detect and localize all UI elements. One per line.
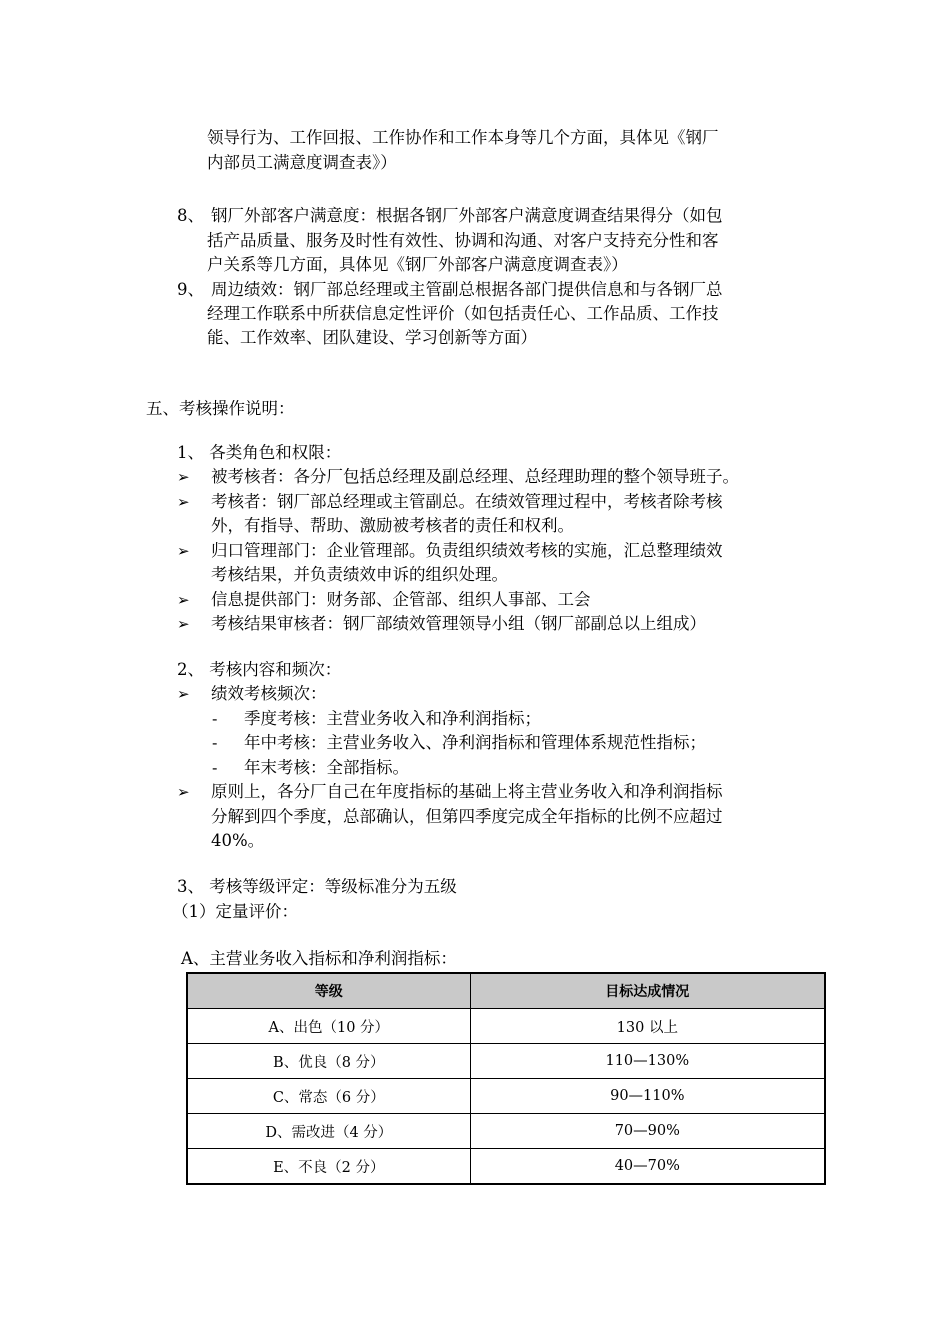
grade-cell: D、需改进（4 分）: [187, 1114, 470, 1149]
subsection-heading: 2、 考核内容和频次：: [177, 660, 342, 679]
section-heading: 五、考核操作说明：: [146, 399, 295, 418]
intro-line: 领导行为、工作回报、工作协作和工作本身等几个方面，具体见《钢厂: [207, 128, 719, 147]
item-text: 户关系等几方面，具体见《钢厂外部客户满意度调查表》）: [207, 255, 628, 274]
bullet-text: 原则上，各分厂自己在年度指标的基础上将主营业务收入和净利润指标: [211, 782, 723, 801]
grade-table: [186, 972, 826, 1185]
dash-marker: -: [212, 733, 218, 752]
table-row: [187, 1149, 825, 1185]
bullet-text: 被考核者：各分厂包括总经理及副总经理、总经理助理的整个领导班子。: [211, 467, 739, 486]
bullet-text: 40%。: [211, 831, 265, 850]
dash-marker: -: [212, 709, 218, 728]
subsection-heading: 1、 各类角色和权限：: [177, 443, 342, 462]
subsection-heading: 3、 考核等级评定：等级标准分为五级: [177, 877, 457, 896]
achievement-cell: 40—70%: [470, 1149, 825, 1185]
bullet-arrow-icon: ➢: [177, 783, 190, 801]
table-header-row: [187, 973, 825, 1009]
bullet-text: 归口管理部门：企业管理部。负责组织绩效考核的实施，汇总整理绩效: [211, 541, 723, 560]
table-row: [187, 1079, 825, 1114]
achievement-cell: 90—110%: [470, 1079, 825, 1114]
bullet-arrow-icon: ➢: [177, 615, 190, 633]
subsection-subheading: （1）定量评价：: [172, 902, 298, 921]
achievement-cell: 70—90%: [470, 1114, 825, 1149]
item-text: 钢厂外部客户满意度：根据各钢厂外部客户满意度调查结果得分（如包: [211, 206, 723, 225]
grade-cell: B、优良（8 分）: [187, 1044, 470, 1079]
bullet-text: 考核者：钢厂部总经理或主管副总。在绩效管理过程中，考核者除考核: [211, 492, 723, 511]
grade-cell: A、出色（10 分）: [187, 1009, 470, 1044]
item-number: 8、: [177, 206, 204, 225]
grade-cell: E、不良（2 分）: [187, 1149, 470, 1185]
bullet-text: 考核结果审核者：钢厂部绩效管理领导小组（钢厂部副总以上组成）: [211, 614, 706, 633]
dash-marker: -: [212, 758, 218, 777]
item-number: 9、: [177, 280, 204, 299]
bullet-text: 考核结果，并负责绩效申诉的组织处理。: [211, 565, 508, 584]
item-text: 能、工作效率、团队建设、学习创新等方面）: [207, 328, 537, 347]
column-header-grade: 等级: [187, 973, 470, 1009]
bullet-arrow-icon: ➢: [177, 542, 190, 560]
grade-cell: C、常态（6 分）: [187, 1079, 470, 1114]
table-row: [187, 1114, 825, 1149]
bullet-text: 分解到四个季度，总部确认，但第四季度完成全年指标的比例不应超过: [211, 807, 723, 826]
bullet-text: 绩效考核频次：: [211, 684, 327, 703]
item-text: 括产品质量、服务及时性有效性、协调和沟通、对客户支持充分性和客: [207, 231, 719, 250]
intro-line: 内部员工满意度调查表》）: [207, 153, 397, 172]
item-text: 周边绩效：钢厂部总经理或主管副总根据各部门提供信息和与各钢厂总: [211, 280, 723, 299]
dash-text: 年末考核：全部指标。: [244, 758, 409, 777]
achievement-cell: 110—130%: [470, 1044, 825, 1079]
table-row: [187, 1044, 825, 1079]
bullet-arrow-icon: ➢: [177, 493, 190, 511]
bullet-arrow-icon: ➢: [177, 685, 190, 703]
achievement-cell: 130 以上: [470, 1009, 825, 1044]
bullet-text: 信息提供部门：财务部、企管部、组织人事部、工会: [211, 590, 591, 609]
dash-text: 季度考核：主营业务收入和净利润指标；: [244, 709, 541, 728]
bullet-text: 外，有指导、帮助、激励被考核者的责任和权利。: [211, 516, 574, 535]
table-caption: A、主营业务收入指标和净利润指标：: [181, 949, 457, 968]
table-row: [187, 1009, 825, 1044]
column-header-achievement: 目标达成情况: [470, 973, 825, 1009]
item-text: 经理工作联系中所获信息定性评价（如包括责任心、工作品质、工作技: [207, 304, 719, 323]
bullet-arrow-icon: ➢: [177, 468, 190, 486]
bullet-arrow-icon: ➢: [177, 591, 190, 609]
dash-text: 年中考核：主营业务收入、净利润指标和管理体系规范性指标；: [244, 733, 706, 752]
